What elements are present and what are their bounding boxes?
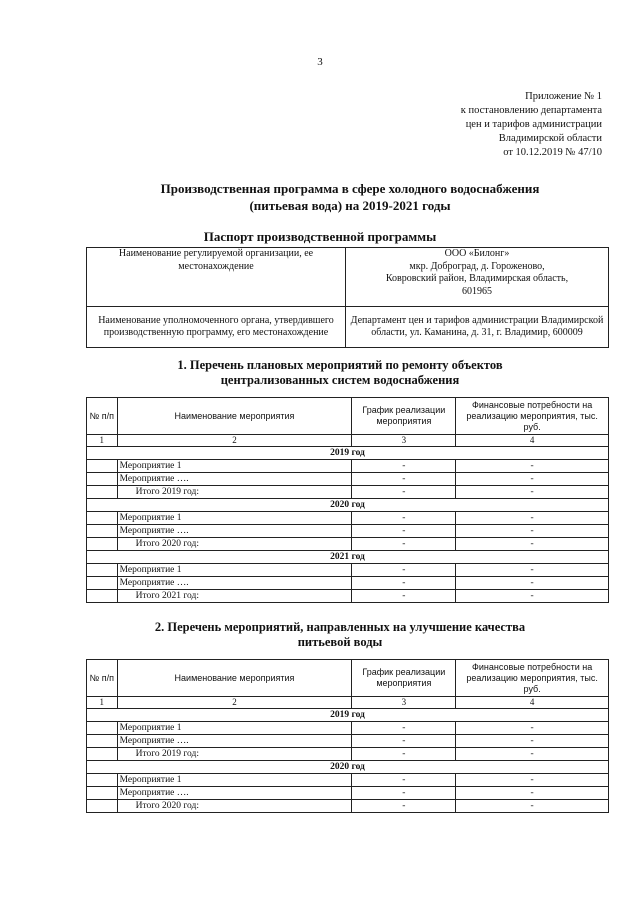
row-number — [87, 460, 118, 473]
finance-cell: - — [456, 512, 609, 525]
finance-cell: - — [456, 486, 609, 499]
event-name: Мероприятие 1 — [117, 460, 352, 473]
row-number — [87, 577, 118, 590]
appendix-line: Приложение № 1 — [525, 91, 602, 102]
column-number: 4 — [456, 697, 609, 709]
row-number — [87, 525, 118, 538]
table-row — [87, 512, 609, 525]
appendix-block — [461, 90, 602, 160]
table-column-numbers — [87, 697, 609, 709]
column-number: 3 — [352, 435, 456, 447]
passport-title: Паспорт производственной программы — [203, 229, 437, 244]
header-cell-finance: Финансовые потребности на реализацию мероприятия, тыс. руб. — [456, 398, 609, 435]
row-number — [87, 800, 118, 813]
schedule-cell: - — [352, 460, 456, 473]
column-number: 1 — [87, 697, 118, 709]
event-name: Мероприятие …. — [117, 577, 352, 590]
passport-label: Наименование регулируемой организации, ее местонахождение — [87, 248, 346, 307]
row-number — [87, 590, 118, 603]
header-cell-schedule: График реализации мероприятия — [352, 660, 456, 697]
event-name: Мероприятие …. — [117, 525, 352, 538]
table-row — [87, 564, 609, 577]
table-header-row — [87, 660, 609, 697]
schedule-cell: - — [352, 590, 456, 603]
column-number: 2 — [117, 697, 352, 709]
title-line: Производственная программа в сфере холодного водоснабжения — [160, 181, 540, 196]
passport-label: Наименование уполномоченного органа, утвердившего производственную программу, его местонахождение — [87, 307, 346, 348]
finance-cell: - — [456, 748, 609, 761]
event-name: Мероприятие …. — [117, 735, 352, 748]
year-label: 2021 год — [87, 551, 609, 564]
section-title-line: питьевой воды — [297, 635, 383, 649]
row-number — [87, 722, 118, 735]
event-name: Мероприятие 1 — [117, 564, 352, 577]
total-label: Итого 2021 год: — [117, 590, 352, 603]
schedule-cell: - — [352, 774, 456, 787]
row-number — [87, 512, 118, 525]
row-number — [87, 538, 118, 551]
table-row — [87, 722, 609, 735]
row-number — [87, 473, 118, 486]
table-header-row — [87, 398, 609, 435]
year-row — [87, 499, 609, 512]
header-cell-number: № п/п — [87, 398, 118, 435]
finance-cell: - — [456, 590, 609, 603]
finance-cell: - — [456, 473, 609, 486]
schedule-cell: - — [352, 538, 456, 551]
year-label: 2020 год — [87, 761, 609, 774]
passport-row — [87, 248, 609, 307]
finance-cell: - — [456, 538, 609, 551]
column-number: 4 — [456, 435, 609, 447]
passport-row — [87, 307, 609, 348]
year-label: 2019 год — [87, 709, 609, 722]
schedule-cell: - — [352, 735, 456, 748]
total-label: Итого 2020 год: — [117, 538, 352, 551]
header-cell-schedule: График реализации мероприятия — [352, 398, 456, 435]
finance-cell: - — [456, 735, 609, 748]
row-number — [87, 748, 118, 761]
year-label: 2019 год — [87, 447, 609, 460]
schedule-cell: - — [352, 722, 456, 735]
section2-title — [110, 620, 570, 650]
table-row — [87, 525, 609, 538]
schedule-cell: - — [352, 787, 456, 800]
section1-title — [110, 358, 570, 388]
row-number — [87, 774, 118, 787]
row-number — [87, 564, 118, 577]
year-row — [87, 709, 609, 722]
event-name: Мероприятие …. — [117, 473, 352, 486]
schedule-cell: - — [352, 748, 456, 761]
row-number — [87, 787, 118, 800]
finance-cell: - — [456, 460, 609, 473]
schedule-cell: - — [352, 512, 456, 525]
appendix-line: цен и тарифов администрации — [465, 119, 602, 130]
finance-cell: - — [456, 525, 609, 538]
section-title-line: 2. Перечень мероприятий, направленных на улучшение качества — [154, 620, 526, 634]
document-title — [60, 180, 640, 214]
appendix-line: от 10.12.2019 № 47/10 — [503, 147, 602, 158]
table-row — [87, 735, 609, 748]
total-row — [87, 800, 609, 813]
schedule-cell: - — [352, 564, 456, 577]
passport-value-line: ООО «Билонг» — [444, 248, 510, 259]
passport-value: Департамент цен и тарифов администрации Владимирской области, ул. Каманина, д. 31, г. Владимир, 600009 — [346, 307, 609, 348]
column-number: 3 — [352, 697, 456, 709]
table-row — [87, 460, 609, 473]
finance-cell: - — [456, 787, 609, 800]
table-column-numbers — [87, 435, 609, 447]
repair-events-table — [86, 397, 609, 603]
schedule-cell: - — [352, 473, 456, 486]
row-number — [87, 735, 118, 748]
event-name: Мероприятие 1 — [117, 774, 352, 787]
total-row — [87, 486, 609, 499]
header-cell-finance: Финансовые потребности на реализацию мероприятия, тыс. руб. — [456, 660, 609, 697]
schedule-cell: - — [352, 577, 456, 590]
title-line: (питьевая вода) на 2019-2021 годы — [249, 198, 451, 213]
page-number: 3 — [317, 56, 323, 68]
total-label: Итого 2019 год: — [117, 748, 352, 761]
table-row — [87, 787, 609, 800]
passport-table — [86, 247, 609, 348]
header-cell-name: Наименование мероприятия — [117, 398, 352, 435]
event-name: Мероприятие 1 — [117, 512, 352, 525]
section-title-line: централизованных систем водоснабжения — [220, 373, 460, 387]
year-row — [87, 761, 609, 774]
passport-value-line: Ковровский район, Владимирская область, — [385, 273, 569, 284]
water-quality-table — [86, 659, 609, 813]
column-number: 1 — [87, 435, 118, 447]
schedule-cell: - — [352, 486, 456, 499]
table-row — [87, 577, 609, 590]
finance-cell: - — [456, 774, 609, 787]
finance-cell: - — [456, 564, 609, 577]
column-number: 2 — [117, 435, 352, 447]
finance-cell: - — [456, 800, 609, 813]
year-label: 2020 год — [87, 499, 609, 512]
passport-value-line: мкр. Доброград, д. Гороженово, — [409, 260, 545, 272]
total-label: Итого 2020 год: — [117, 800, 352, 813]
total-row — [87, 538, 609, 551]
total-row — [87, 748, 609, 761]
passport-value — [346, 248, 609, 307]
total-row — [87, 590, 609, 603]
passport-value-line: 601965 — [462, 285, 492, 297]
table-row — [87, 774, 609, 787]
event-name: Мероприятие 1 — [117, 722, 352, 735]
appendix-line: Владимирской области — [498, 133, 602, 144]
total-label: Итого 2019 год: — [117, 486, 352, 499]
table-row — [87, 473, 609, 486]
row-number — [87, 486, 118, 499]
finance-cell: - — [456, 722, 609, 735]
header-cell-number: № п/п — [87, 660, 118, 697]
finance-cell: - — [456, 577, 609, 590]
event-name: Мероприятие …. — [117, 787, 352, 800]
appendix-line: к постановлению департамента — [460, 105, 602, 116]
section-title-line: 1. Перечень плановых мероприятий по ремонту объектов — [177, 358, 503, 372]
header-cell-name: Наименование мероприятия — [117, 660, 352, 697]
schedule-cell: - — [352, 525, 456, 538]
year-row — [87, 551, 609, 564]
schedule-cell: - — [352, 800, 456, 813]
year-row — [87, 447, 609, 460]
